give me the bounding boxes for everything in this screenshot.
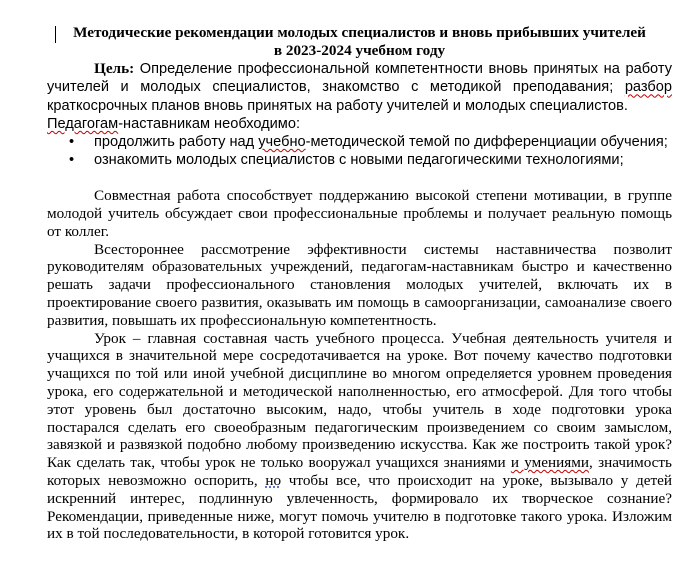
task1-a: продолжить работу над [94, 133, 259, 150]
task2-text: ознакомить молодых специалистов с новыми педагогическими технологиями; [94, 151, 624, 168]
paragraph-3-b: и умениями [510, 454, 589, 472]
blank-line [47, 169, 672, 187]
task1-b: учебно [258, 133, 306, 150]
mentors-word: Педагогам [47, 115, 119, 132]
paragraph-1: Совместная работа способствует поддержанию высокой степени мотивации, в группе молодой учитель обсуждает свои профессиональные проблемы и получает реальную помощь от коллег. [47, 187, 672, 240]
list-item [47, 152, 672, 170]
paragraph-2: Всестороннее рассмотрение эффективности системы наставничества позволит руководителям образовательных учреждений, педагогам-наставникам быстро и качественно решать задачи профессионального становления молодых учителей, включать их в проектирование своего развития, оказывать им помощь в самоорганизации, самоанализе своего развития, повышать их профессиональную компетентность. [47, 240, 672, 329]
paragraph-3 [47, 330, 672, 544]
document-title [47, 24, 672, 60]
title-line-1: Методические рекомендации молодых специалистов и вновь прибывших учителей [73, 24, 646, 41]
goal-text-b: разбор [624, 79, 672, 96]
mentors-rest: -наставникам необходимо: [118, 115, 300, 132]
goal-paragraph [47, 60, 672, 116]
title-line-2: в 2023-2024 учебном году [273, 41, 446, 59]
mentors-line [47, 116, 672, 134]
task1-c: -методической темой по дифференциации обучения; [305, 133, 668, 150]
paragraph-3-d: но [265, 471, 282, 489]
list-item [47, 134, 672, 152]
task-list [47, 134, 672, 170]
paragraph-3-c: , значимость которых невозможно оспорить, [47, 454, 672, 489]
document-page[interactable] [47, 24, 672, 543]
goal-label: Цель: [94, 59, 135, 77]
bullet-icon: • [69, 151, 75, 168]
bullet-icon: • [69, 133, 75, 150]
goal-text-a: Определение профессиональной компетентности вновь принятых на работу учителей и молодых специалистов, знакомство с методикой преподавания; [47, 60, 672, 96]
paragraph-3-e: чтобы все, что происходит на уроке, вызывало у детей искренний интерес, подлинную увлеченность, формировало их творческое сознание? Рекомендации, приведенные ниже, могут помочь учителю в подготовке такого урока. Изложим их в той последовательности, в которой готовится урок. [47, 471, 672, 543]
goal-text-c: краткосрочных планов вновь принятых на работу учителей и молодых специалистов. [47, 98, 628, 115]
paragraph-3-a: Урок – главная составная часть учебного процесса. Учебная деятельность учителя и учащихся в значительной мере сосредотачивается на уроке. Вот почему качество подготовки учащихся по той или иной учебной дисциплине во многом определяется уровнем проведения урока, его содержательной и методической наполненностью, его атмосферой. Для того чтобы этот уровень был достаточно высоким, надо, чтобы учитель в ходе подготовки урока постарался сделать его своеобразным педагогическим произведением со своим замыслом, завязкой и развязкой подобно любому произведению искусства. Как же построить такой урок? Как сделать так, чтобы урок не только вооружал учащихся знаниями [47, 329, 672, 472]
